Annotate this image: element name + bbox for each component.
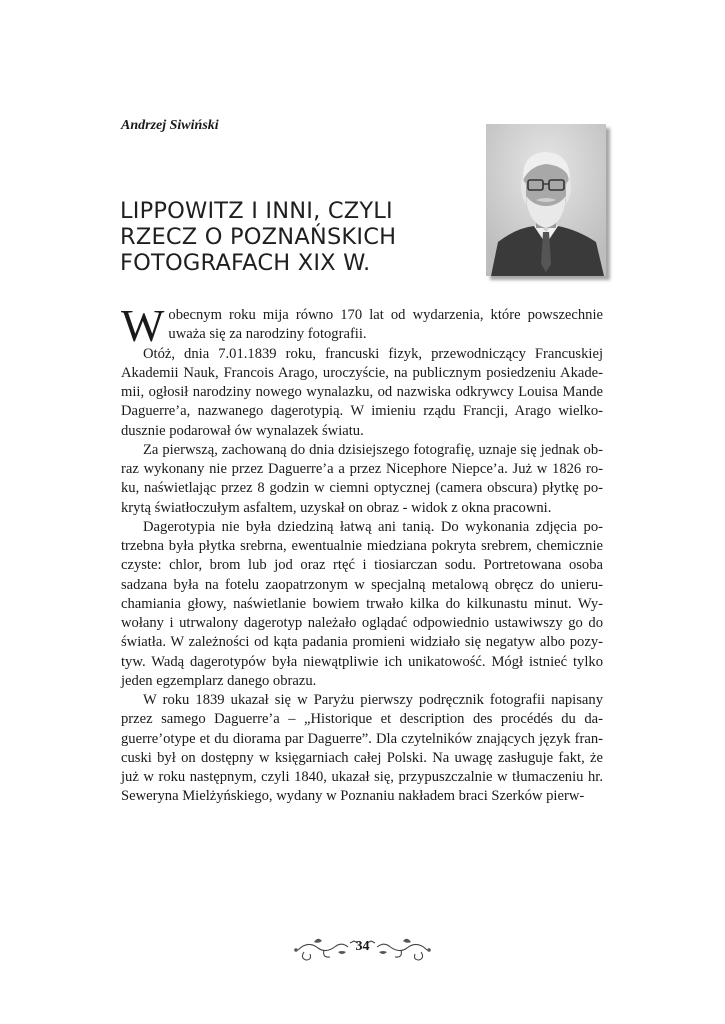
paragraph: Otóż, dnia 7.01.1839 roku, francuski fizyk, przewodniczący Francuskiej Akademii Nauk, Francois Arago, uroczyście, na publicznym posiedzeniu Akademii, ogłosił narodziny nowego wynalazku, od nazwiska odkrywcy Louisa Mande Daguerre’a, nazwanego dagerotypią. W imieniu rządu Francji, Arago wielkodusznie podarował ów wynalazek światu. bbox=[121, 345, 603, 439]
paragraph: W roku 1839 ukazał się w Paryżu pierwszy podręcznik fotografii napisany przez samego Daguerre’a – „Historique et description des procédés du daguerre’otype et du diorama par Daguerre”. Dla czytelników znających język francuski był on dostępny w księgarniach całej Polski. Na uwagę zasługuje fakt, że już w roku następnym, czyli 1840, ukazał się, przypuszczalnie w tłumaczeniu hr. Seweryna Mielżyńskiego, wydany w Poznaniu nakładem braci Szerków pierw- bbox=[121, 692, 603, 805]
article-title bbox=[120, 198, 450, 276]
title-line: LIPPOWITZ I INNI, CZYLI bbox=[120, 198, 393, 224]
author-portrait bbox=[486, 124, 606, 276]
paragraph: Za pierwszą, zachowaną do dnia dzisiejszego fotografię, uznaje się jednak obraz wykonany nie przez Daguerre’a a przez Nicephore Niepce’a. Już w 1826 roku, naświetlając przez 8 godzin w ciemni optycznej (camera obscura) płytkę pokrytą światłoczułym asfaltem, uzyskał on obraz - widok z okna pracowni. bbox=[121, 441, 603, 516]
paragraph bbox=[121, 300, 603, 351]
drop-cap: W bbox=[121, 300, 165, 351]
author-name: Andrzej Siwiński bbox=[121, 118, 219, 133]
portrait-photo-icon bbox=[486, 124, 606, 276]
title-line: FOTOGRAFACH XIX W. bbox=[120, 250, 371, 276]
page-footer bbox=[290, 930, 435, 964]
paragraph-text: obecnym roku mija równo 170 lat od wydarzenia, które powszechnie uważa się za narodziny fotografii. bbox=[168, 307, 603, 343]
page-number: 34 bbox=[355, 939, 370, 954]
paragraph: Dagerotypia nie była dziedziną łatwą ani tanią. Do wykonania zdjęcia potrzebna była płytka srebrna, ewentualnie miedziana pokryta srebrem, chemicznie czyste: chlor, brom lub jod oraz rtęć i tiosiarczan sodu. Portretowana osoba sadzana była na fotelu zaopatrzonym w specjalną metalową obręcz do unieruchamiania głowy, naświetlanie bowiem trwało kilka do kilkunastu minut. Wywołany i utrwalony dagerotyp należało oglądać odpowiednio ustawiwszy go do światła. W zależności od kąta padania promieni widziało się negatyw albo pozytyw. Wadą dagerotypów była niewątpliwie ich unikatowość. Mógł istnieć tylko jeden egzemplarz danego obrazu. bbox=[121, 518, 603, 689]
title-line: RZECZ O POZNAŃSKICH bbox=[120, 224, 397, 250]
article-body bbox=[121, 300, 603, 807]
